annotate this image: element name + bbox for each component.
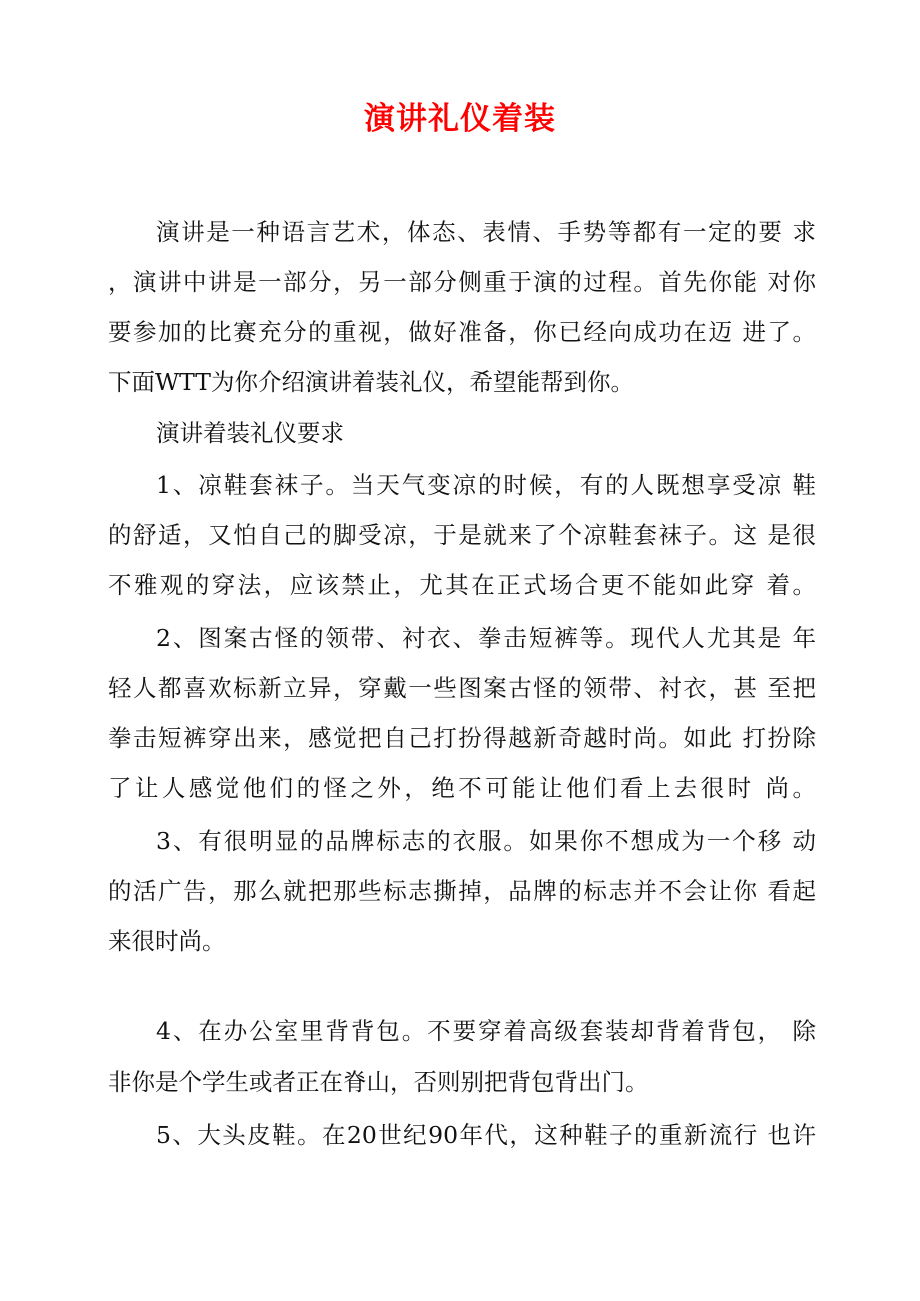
paragraph-line: 3、有很明显的品牌标志的衣服。如果你不想成为一个移 动 [156, 827, 816, 855]
section-heading: 演讲着装礼仪要求 [156, 419, 344, 447]
paragraph-line: 轻人都喜欢标新立异，穿戴一些图案古怪的领带、衬衣，甚 至把 [108, 674, 816, 702]
paragraph-line: 5、大头皮鞋。在20世纪90年代，这种鞋子的重新流行 也许 [156, 1121, 816, 1149]
paragraph-line: 非你是个学生或者正在脊山，否则别把背包背出门。 [108, 1068, 649, 1096]
paragraph-line: 要参加的比赛充分的重视，做好准备，你已经向成功在迈 进了。 [108, 318, 816, 346]
paragraph-line: 了让人感觉他们的怪之外，绝不可能让他们看上去很时 尚。 [108, 774, 816, 802]
paragraph-line: 拳击短裤穿出来，感觉把自己打扮得越新奇越时尚。如此 打扮除 [108, 724, 816, 752]
paragraph-line: 来很时尚。 [108, 927, 226, 955]
paragraph-line: 4、在办公室里背背包。不要穿着高级套装却背着背包， 除 [156, 1017, 816, 1045]
document-title: 演讲礼仪着装 [364, 101, 556, 137]
paragraph-line: 的舒适，又怕自己的脚受凉，于是就来了个凉鞋套袜子。这 是很 [108, 521, 816, 549]
paragraph-line: ，演讲中讲是一部分，另一部分侧重于演的过程。首先你能 对你 [108, 268, 816, 296]
paragraph-line: 1、凉鞋套袜子。当天气变凉的时候，有的人既想享受凉 鞋 [156, 471, 816, 499]
paragraph-line: 不雅观的穿法，应该禁止，尤其在正式场合更不能如此穿 着。 [108, 571, 816, 599]
paragraph-line: 演讲是一种语言艺术，体态、表情、手势等都有一定的要 求 [156, 218, 816, 246]
paragraph-line: 的活广告，那么就把那些标志撕掉，品牌的标志并不会让你 看起 [108, 877, 816, 905]
paragraph-line: 下面WTT为你介绍演讲着装礼仪，希望能帮到你。 [108, 368, 634, 396]
paragraph-line: 2、图案古怪的领带、衬衣、拳击短裤等。现代人尤其是 年 [156, 624, 816, 652]
